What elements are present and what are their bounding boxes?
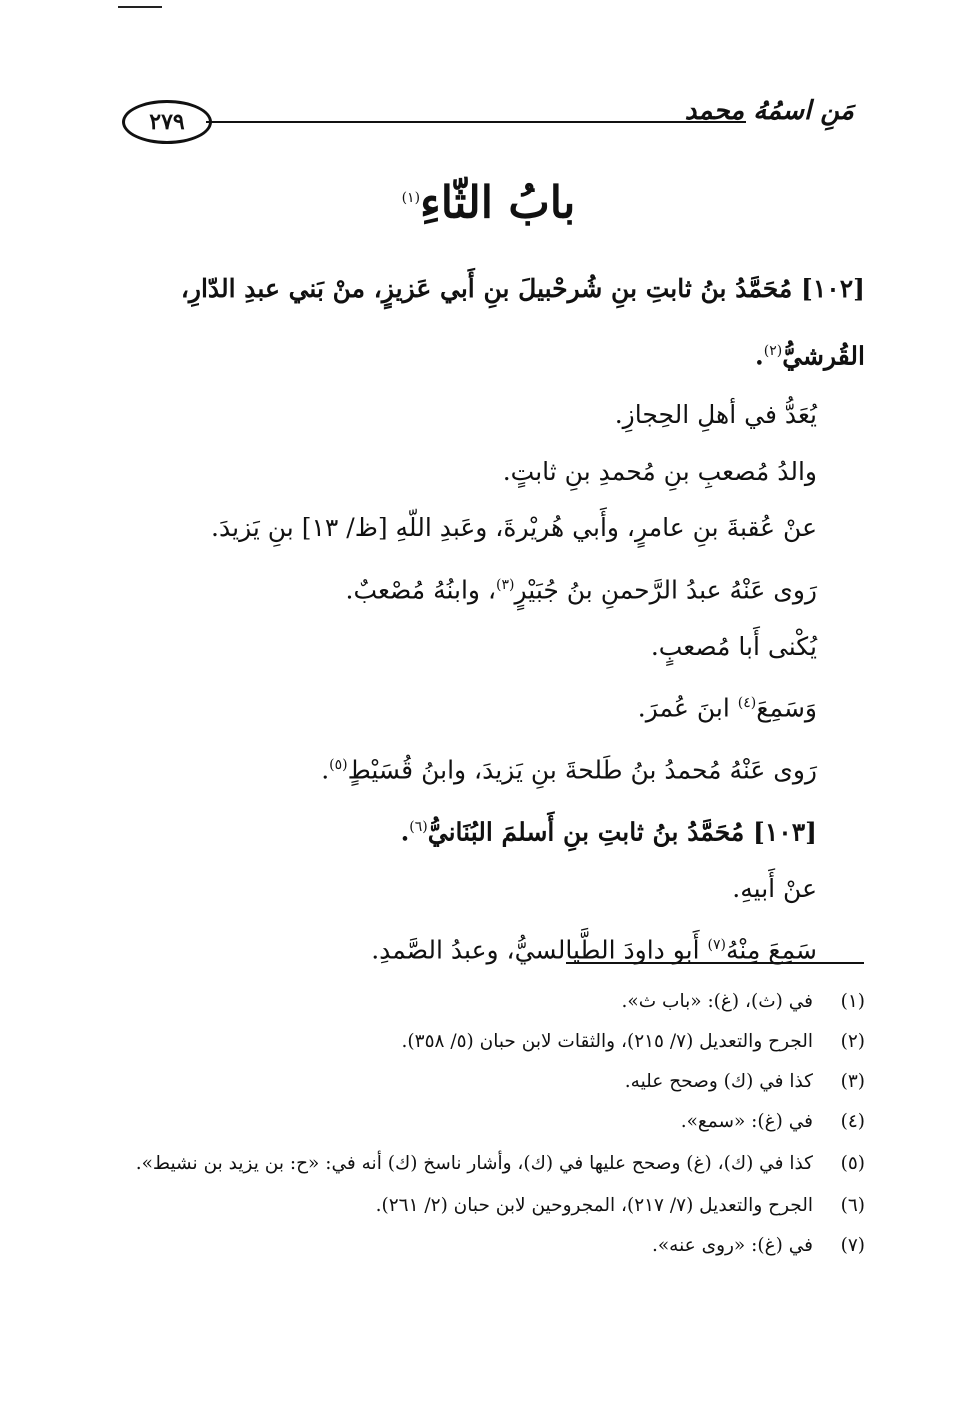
footnote-number: (٦) [840, 1195, 865, 1216]
footnote-item [120, 1186, 865, 1226]
footnote-text: في (غ): «روى عنه». [651, 1235, 813, 1256]
running-head: مَنِ اسمُهُ محمد [684, 96, 854, 126]
footnote-number: (٧) [840, 1235, 865, 1256]
body-line: والدُ مُصعبِ بنِ مُحمدِ بنِ ثابتٍ. [502, 456, 817, 486]
footnote-number: (٢) [840, 1031, 865, 1052]
entry-heading-2-end: . [400, 817, 410, 847]
footnote-ref: (١) [401, 190, 421, 206]
footnote-item [120, 1142, 865, 1186]
line-text: . [321, 755, 330, 785]
chapter-title-text: بابُ الثّاءِ [420, 177, 576, 229]
entry-heading-2-text: [١٠٣] مُحَمَّدُ بنُ ثابتِ بنِ أَسلمَ البُنَانيُّ [427, 817, 817, 847]
footnote-ref: (٧) [707, 937, 726, 954]
main-text [109, 258, 865, 979]
footnote-text: في (ث)، (غ): «باب ث». [621, 991, 813, 1012]
footnote-number: (١) [840, 991, 865, 1012]
footnote-text: الجرح والتعديل (٧/ ٢١٧)، المجروحين لابن حبان (٢/ ٢٦١). [375, 1195, 813, 1216]
page-number-text: ٢٧٩ [149, 109, 185, 135]
footnote-separator [566, 962, 864, 964]
footnote-text: كذا في (ك) وصحح عليه. [624, 1071, 813, 1092]
header-rule [206, 121, 746, 123]
footnote-text: في (غ): «سمع». [680, 1111, 813, 1132]
footnotes [120, 982, 865, 1266]
footnote-item [120, 1226, 865, 1266]
footnote-number: (٤) [840, 1111, 865, 1132]
footnote-text: الجرح والتعديل (٧/ ٢١٥)، والثقات لابن حبان (٥/ ٣٥٨). [401, 1031, 813, 1052]
line-text: رَوى عَنْهُ عبدُ الرَّحمنِ بنُ جُبَيْرٍ [514, 575, 817, 605]
entry-heading-2 [109, 799, 865, 861]
line-text: سَمِعَ مِنْهُ [726, 935, 817, 965]
footnote-ref: (٤) [737, 695, 757, 712]
footnote-item [120, 982, 865, 1022]
entry-heading-tail-text: القُرشيُّ [782, 341, 865, 371]
footnote-item [120, 1022, 865, 1062]
body-line [109, 557, 865, 619]
entry-heading-tail [109, 320, 865, 387]
footnote-item [120, 1102, 865, 1142]
body-line [109, 917, 865, 979]
chapter-title [0, 168, 977, 234]
line-text: ابنَ عُمرَ. [637, 693, 738, 723]
body-line: عنْ عُقبةَ بنِ عامرٍ، وأَبي هُريْرةَ، وعَبدِ اللّهِ [ظ/ ١٣] بنِ يَزيدَ. [211, 513, 817, 543]
entry-heading [109, 258, 865, 387]
footnote-ref: (٢) [763, 343, 783, 359]
page-number [122, 100, 212, 144]
body-line: يُعَدُّ في أهلِ الحِجازِ. [614, 400, 817, 430]
body-line: يُكْنى أَبا مُصعبٍ. [650, 631, 817, 661]
body-line [109, 737, 865, 799]
line-text: رَوى عَنْهُ مُحمدُ بنُ طَلحةَ بنِ يَزيدَ، وابنُ قُسَيْطٍ [347, 755, 817, 785]
body-line [109, 675, 865, 737]
line-text: أَبو داودَ الطَّيالسيُّ، وعبدُ الصَّمدِ. [371, 935, 708, 965]
footnote-ref: (٦) [409, 818, 428, 835]
footnote-number: (٥) [840, 1153, 865, 1174]
footnote-number: (٣) [840, 1071, 865, 1092]
line-text: وَسَمِعَ [756, 693, 817, 723]
top-corner-rule [118, 6, 162, 8]
footnote-ref: (٣) [496, 576, 515, 593]
footnote-text: كذا في (ك)، (غ) وصحح عليها في (ك)، وأشار ناسخ (ك) أنه في: «ح: بن يزيد بن نشيط». [135, 1153, 813, 1174]
footnote-item [120, 1062, 865, 1102]
footnote-ref: (٥) [329, 756, 348, 773]
entry-heading-main: [١٠٢] مُحَمَّدُ بنُ ثابتِ بنِ شُرحْبيلَ بنِ أَبي عَزيزٍ، منْ بَني عبدِ الدّارِ، [180, 274, 865, 303]
entry-heading-end: . [755, 341, 764, 371]
body-line: عنْ أَبيهِ. [732, 873, 817, 903]
line-text: ، وابنُهُ مُصْعبٌ. [345, 575, 497, 605]
